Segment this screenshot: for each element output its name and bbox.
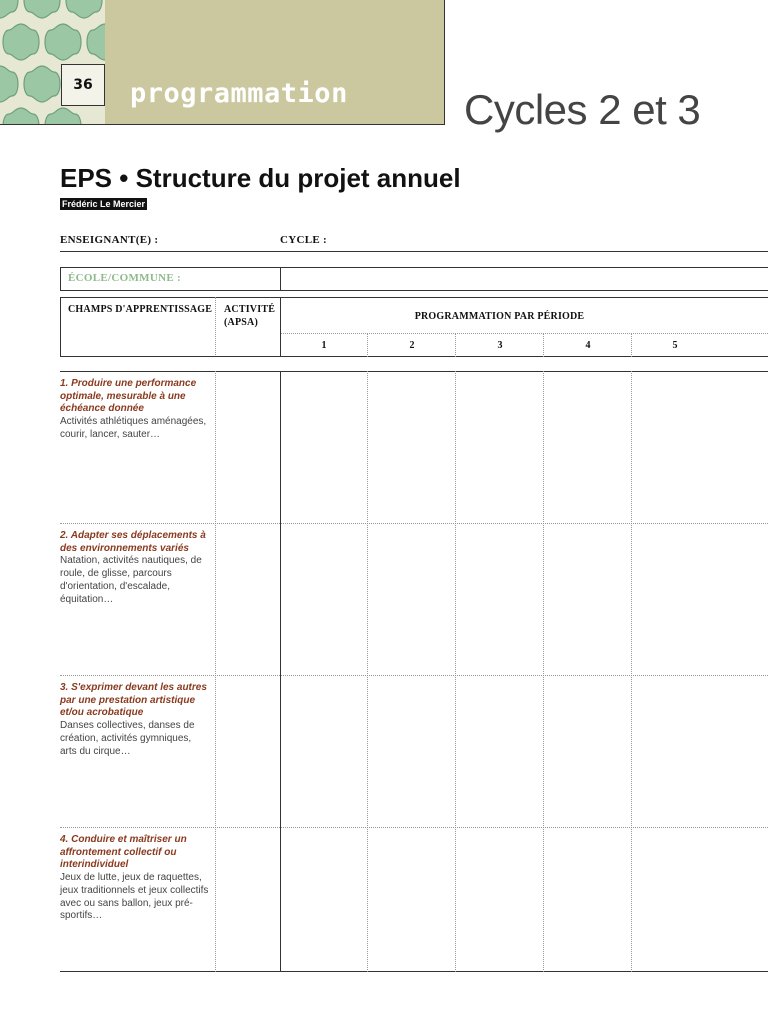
domain-3-title: 3. S'exprimer devant les autres par une prestation artistique et/ou acrobatique (60, 682, 207, 719)
periods-column-header: PROGRAMMATION PAR PÉRIODE (414, 311, 585, 322)
quatrefoil-pattern (0, 0, 105, 125)
domain-2-description: Natation, activités nautiques, de roule, de glisse, parcours d'orientation, d'escalade, équitation… (60, 555, 202, 605)
page-number: 36 (61, 64, 105, 106)
cycles-heading: Cycles 2 et 3 (464, 86, 701, 133)
school-field-label: ÉCOLE/COMMUNE : (68, 272, 181, 284)
activity-column-header: ACTIVITÉ (APSA) (224, 304, 276, 328)
period-4-header: 4 (585, 340, 591, 351)
domain-1-description: Activités athlétiques aménagées, courir, lancer, sauter… (60, 416, 207, 440)
cycle-field-label: CYCLE : (280, 234, 328, 246)
domain-row-4 (60, 834, 210, 923)
domain-row-2 (60, 530, 210, 606)
domain-row-3 (60, 682, 210, 758)
domain-4-title: 4. Conduire et maîtriser un affrontement collectif ou interindividuel (60, 834, 187, 871)
domains-column-header: CHAMPS D'APPRENTISSAGE (68, 304, 213, 315)
period-1-header: 1 (321, 340, 327, 351)
teacher-line (60, 251, 768, 252)
quatrefoil-pattern-icon (0, 0, 105, 125)
domain-1-title: 1. Produire une performance optimale, mesurable à une échéance donnée (60, 378, 197, 415)
domain-4-description: Jeux de lutte, jeux de raquettes, jeux traditionnels et jeux collectifs avec ou sans ballon, jeux pré-sportifs… (60, 872, 209, 922)
author-tag: Frédéric Le Mercier (62, 199, 146, 209)
domain-2-title: 2. Adapter ses déplacements à des environnements variés (60, 530, 206, 554)
teacher-field-label: ENSEIGNANT(E) : (60, 234, 159, 246)
period-5-header: 5 (672, 340, 678, 351)
period-3-header: 3 (497, 340, 503, 351)
period-2-header: 2 (409, 340, 415, 351)
page-title: EPS • Structure du projet annuel (60, 163, 461, 193)
domain-row-1 (60, 378, 210, 442)
section-label: programmation (130, 78, 348, 109)
domain-3-description: Danses collectives, danses de création, activités gymniques, arts du cirque… (60, 720, 195, 757)
